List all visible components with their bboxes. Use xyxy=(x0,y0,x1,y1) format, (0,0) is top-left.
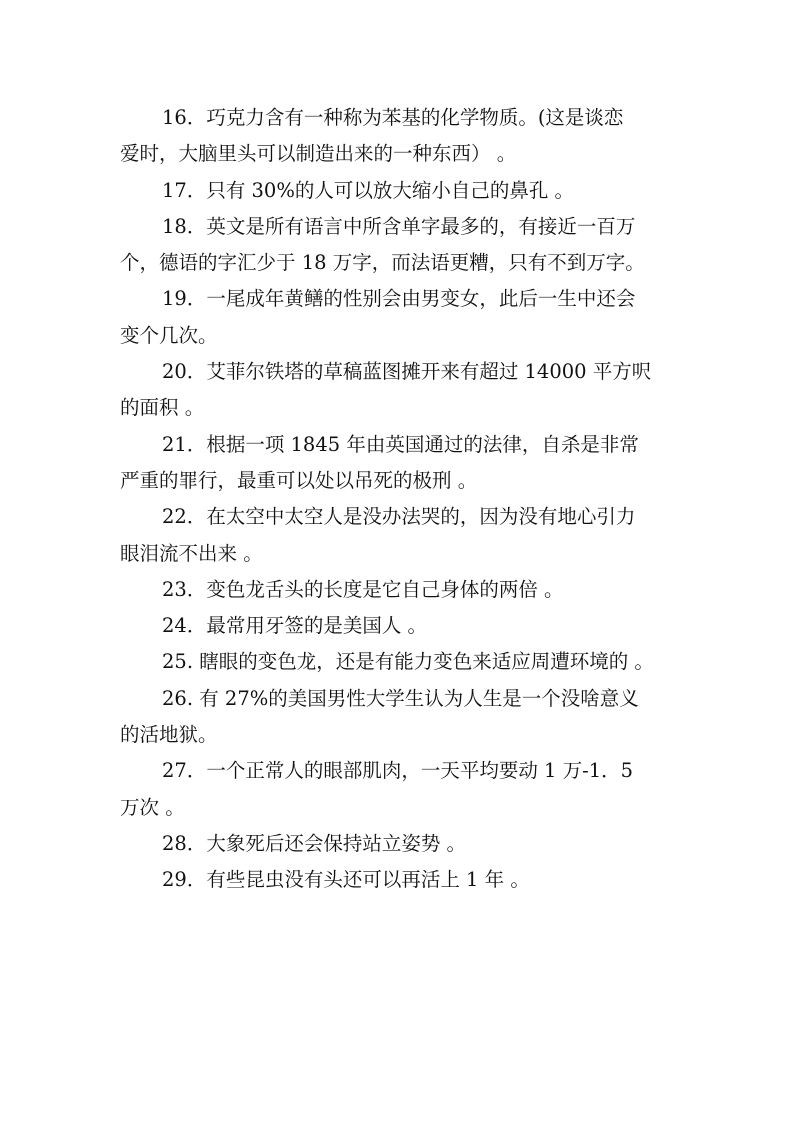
paragraph-line: 万次 。 xyxy=(120,795,185,819)
paragraph-line: 25. 瞎眼的变色龙，还是有能力变色来适应周遭环境的 。 xyxy=(162,650,654,674)
paragraph-line: 29．有些昆虫没有头还可以再活上 1 年 。 xyxy=(162,868,530,892)
paragraph-line: 的活地狱。 xyxy=(120,723,218,747)
paragraph-line: 17．只有 30%的人可以放大缩小自己的鼻孔 。 xyxy=(162,178,575,202)
document-body xyxy=(120,100,680,899)
paragraph-line: 26. 有 27%的美国男性大学生认为人生是一个没啥意义 xyxy=(162,686,639,710)
paragraph-line: 19．一尾成年黄鳝的性别会由男变女，此后一生中还会 xyxy=(162,287,636,311)
paragraph-line: 24．最常用牙签的是美国人 。 xyxy=(162,614,428,638)
paragraph-line: 23．变色龙舌头的长度是它自己身体的两倍 。 xyxy=(162,577,564,601)
paragraph-line: 眼泪流不出来 。 xyxy=(120,541,263,565)
paragraph-line: 22．在太空中太空人是没办法哭的，因为没有地心引力 xyxy=(162,505,636,529)
paragraph-line: 变个几次。 xyxy=(120,323,218,347)
paragraph-line: 16．巧克力含有一种称为苯基的化学物质。(这是谈恋 xyxy=(162,106,624,129)
paragraph-line: 严重的罪行，最重可以处以吊死的极刑 。 xyxy=(120,468,478,492)
paragraph-line: 28．大象死后还会保持站立姿势 。 xyxy=(162,831,467,855)
paragraph-line: 21．根据一项 1845 年由英国通过的法律，自杀是非常 xyxy=(162,432,639,456)
paragraph-line: 爱时，大脑里头可以制造出来的一种东西） 。 xyxy=(120,142,517,166)
paragraph-line: 20．艾菲尔铁塔的草稿蓝图摊开来有超过 14000 平方呎 xyxy=(162,360,652,384)
paragraph-line: 的面积 。 xyxy=(120,396,205,420)
paragraph-line: 27．一个正常人的眼部肌肉，一天平均要动 1 万-1．5 xyxy=(162,759,634,783)
paragraph-line: 个，德语的字汇少于 18 万字，而法语更糟，只有不到万字。 xyxy=(120,251,645,275)
paragraph-line: 18．英文是所有语言中所含单字最多的，有接近一百万 xyxy=(162,214,636,238)
